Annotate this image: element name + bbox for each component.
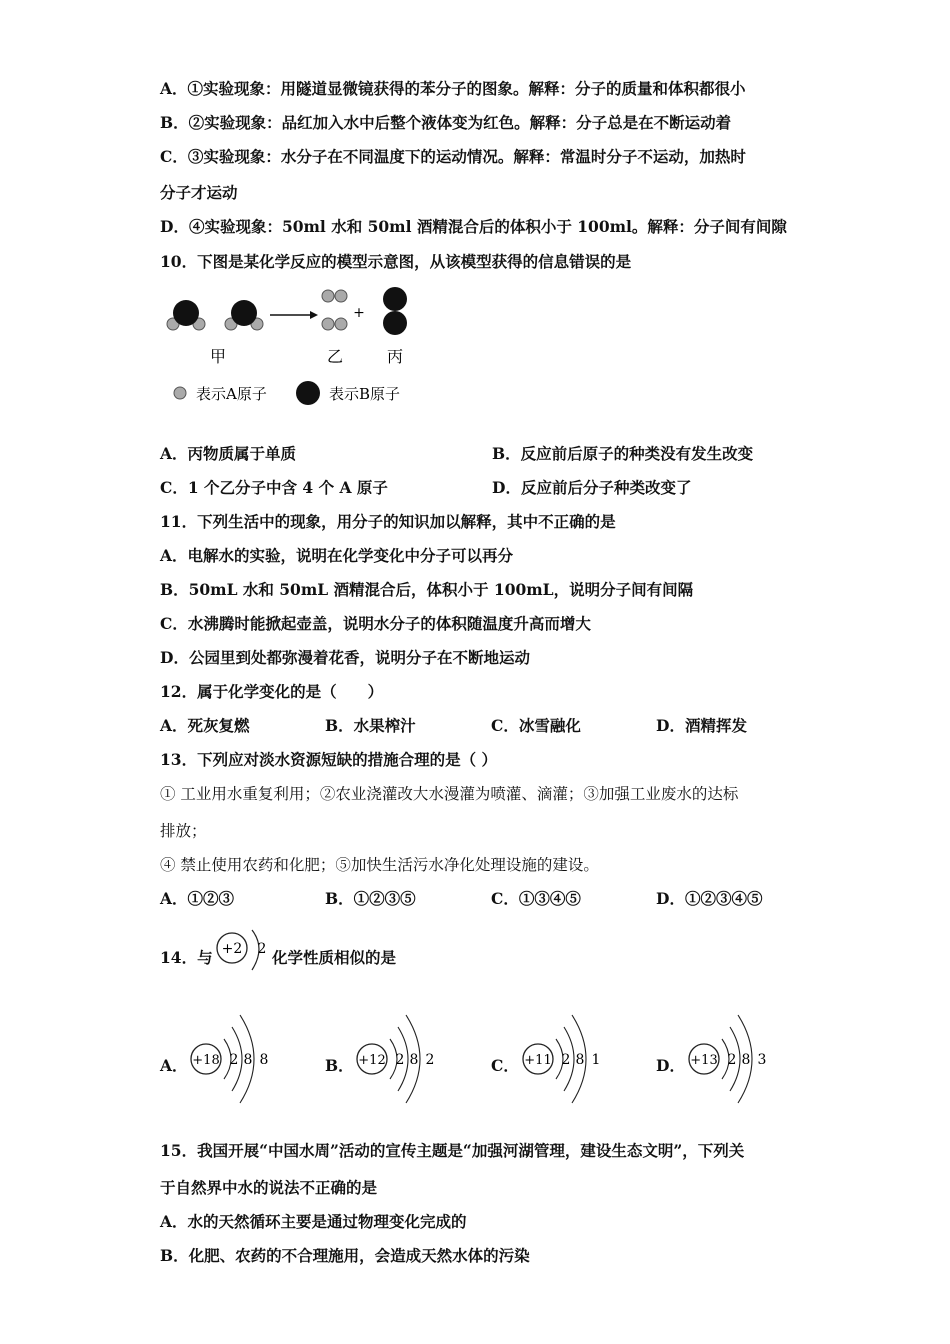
molecule-yi bbox=[322, 290, 347, 330]
q14-stem-prefix: 14．与 bbox=[160, 948, 213, 967]
legend-a-atom-icon bbox=[174, 387, 186, 399]
q13-option-b: B．①②③⑤ bbox=[325, 889, 416, 908]
reaction-arrow bbox=[270, 311, 318, 319]
q12-option-b: B．水果榨汁 bbox=[325, 716, 416, 735]
legend-b-label: 表示B原子 bbox=[329, 385, 401, 403]
q9-option-b: B．②实验现象：品红加入水中后整个液体变为红色。解释：分子总是在不断运动着 bbox=[160, 113, 732, 132]
q10-option-c: C．1 个乙分子中含 4 个 A 原子 bbox=[160, 478, 388, 497]
svg-text:2: 2 bbox=[395, 1052, 405, 1068]
q12-option-a: A．死灰复燃 bbox=[160, 716, 250, 735]
svg-text:2: 2 bbox=[425, 1052, 435, 1068]
svg-text:8: 8 bbox=[575, 1052, 585, 1068]
q11-option-b: B．50mL 水和 50mL 酒精混合后，体积小于 100mL，说明分子间有间隔 bbox=[160, 580, 694, 599]
svg-text:8: 8 bbox=[243, 1052, 253, 1068]
svg-text:2: 2 bbox=[229, 1052, 239, 1068]
q12-option-c: C．冰雪融化 bbox=[491, 716, 581, 735]
label-bing: 丙 bbox=[386, 347, 404, 366]
q10-option-d: D．反应前后分子种类改变了 bbox=[492, 478, 692, 497]
q9-option-c: C．③实验现象：水分子在不同温度下的运动情况。解释：常温时分子不运动，加热时 bbox=[160, 147, 746, 166]
ref-nucleus: +2 bbox=[221, 941, 243, 957]
q13-stem: 13．下列应对淡水资源短缺的措施合理的是（ ） bbox=[160, 750, 497, 769]
svg-text:3: 3 bbox=[757, 1052, 767, 1068]
molecule-jia-1 bbox=[167, 300, 205, 330]
reaction-model-diagram bbox=[160, 282, 430, 417]
q14-option-c-label: C． bbox=[491, 1056, 519, 1075]
svg-text:1: 1 bbox=[591, 1052, 601, 1068]
q10-option-a: A．丙物质属于单质 bbox=[160, 444, 297, 463]
ref-shell: 2 bbox=[257, 941, 267, 957]
q13-option-a: A．①②③ bbox=[160, 889, 235, 908]
q13-measures-line2: 排放； bbox=[160, 822, 207, 840]
q9-option-c-cont: 分子才运动 bbox=[160, 183, 238, 202]
q12-option-d: D．酒精挥发 bbox=[656, 716, 747, 735]
molecule-bing bbox=[383, 287, 407, 335]
q12-stem: 12．属于化学变化的是（ ） bbox=[160, 682, 384, 701]
svg-text:+18: +18 bbox=[192, 1053, 220, 1068]
q15-option-a: A．水的天然循环主要是通过物理变化完成的 bbox=[160, 1212, 467, 1231]
svg-text:+13: +13 bbox=[690, 1053, 718, 1068]
legend-a-label: 表示A原子 bbox=[196, 385, 267, 403]
q11-option-a: A．电解水的实验，说明在化学变化中分子可以再分 bbox=[160, 546, 514, 565]
q14-option-c-atom bbox=[518, 1003, 613, 1111]
molecule-jia-2 bbox=[225, 300, 263, 330]
q14-option-b-atom bbox=[352, 1003, 447, 1111]
q10-option-b: B．反应前后原子的种类没有发生改变 bbox=[492, 444, 754, 463]
svg-text:2: 2 bbox=[561, 1052, 571, 1068]
svg-text:+12: +12 bbox=[358, 1053, 386, 1068]
q14-option-d-atom bbox=[684, 1003, 779, 1111]
label-jia: 甲 bbox=[209, 347, 227, 366]
q13-option-d: D．①②③④⑤ bbox=[656, 889, 763, 908]
svg-text:8: 8 bbox=[409, 1052, 419, 1068]
q14-stem-suffix: 化学性质相似的是 bbox=[272, 948, 397, 967]
q13-option-c: C．①③④⑤ bbox=[491, 889, 581, 908]
q11-stem: 11．下列生活中的现象，用分子的知识加以解释，其中不正确的是 bbox=[160, 512, 616, 531]
reference-atom-structure bbox=[212, 924, 272, 980]
q15-stem-line1: 15．我国开展“中国水周”活动的宣传主题是“加强河湖管理，建设生态文明”，下列关 bbox=[160, 1141, 745, 1160]
q15-option-b: B．化肥、农药的不合理施用，会造成天然水体的污染 bbox=[160, 1246, 530, 1265]
q11-option-d: D．公园里到处都弥漫着花香，说明分子在不断地运动 bbox=[160, 648, 530, 667]
label-yi: 乙 bbox=[326, 347, 344, 366]
svg-text:8: 8 bbox=[741, 1052, 751, 1068]
q15-stem-line2: 于自然界中水的说法不正确的是 bbox=[160, 1178, 378, 1197]
q14-option-d-label: D． bbox=[656, 1056, 685, 1075]
legend-b-atom-icon bbox=[296, 381, 320, 405]
svg-text:8: 8 bbox=[259, 1052, 269, 1068]
q14-option-b-label: B． bbox=[325, 1056, 354, 1075]
q14-option-a-label: A． bbox=[160, 1056, 188, 1075]
q13-measures-line1: ① 工业用水重复利用；②农业浇灌改大水漫灌为喷灌、滴灌；③加强工业废水的达标 bbox=[160, 785, 739, 803]
q9-option-a: A．①实验现象：用隧道显微镜获得的苯分子的图象。解释：分子的质量和体积都很小 bbox=[160, 79, 746, 98]
q10-stem: 10．下图是某化学反应的模型示意图，从该模型获得的信息错误的是 bbox=[160, 252, 632, 271]
svg-text:2: 2 bbox=[727, 1052, 737, 1068]
plus-sign: + bbox=[353, 305, 365, 321]
svg-text:+11: +11 bbox=[524, 1053, 552, 1068]
q13-measures-line3: ④ 禁止使用农药和化肥；⑤加快生活污水净化处理设施的建设。 bbox=[160, 856, 599, 874]
q11-option-c: C．水沸腾时能掀起壶盖，说明水分子的体积随温度升高而增大 bbox=[160, 614, 591, 633]
q9-option-d: D．④实验现象：50ml 水和 50ml 酒精混合后的体积小于 100ml。解释：分子间有间隙 bbox=[160, 217, 787, 236]
q14-option-a-atom bbox=[186, 1003, 281, 1111]
